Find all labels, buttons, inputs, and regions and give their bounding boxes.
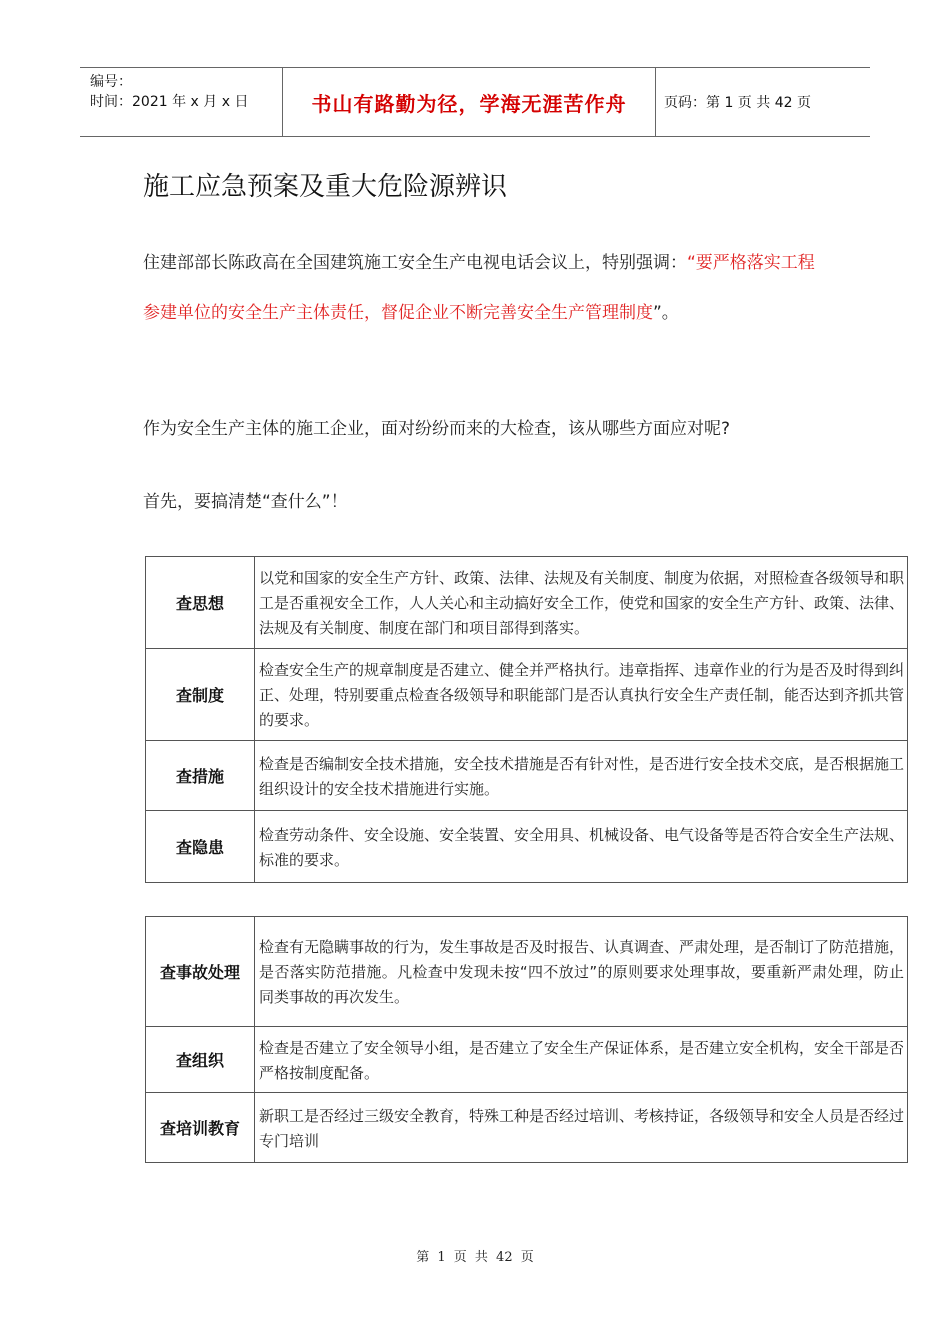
- inspection-table-1: [145, 556, 908, 883]
- page-footer: 第 1 页 共 42 页: [416, 1250, 534, 1265]
- page-title: 施工应急预案及重大危险源辨识: [143, 172, 508, 202]
- time-label: 时间：2021 年 x 月 x 日: [90, 94, 249, 110]
- header-divider: [282, 68, 283, 136]
- header-page-info: 页码：第 1 页 共 42 页: [664, 95, 811, 111]
- intro-text: 住建部部长陈政高在全国建筑施工安全生产电视电话会议上，特别强调：: [143, 253, 687, 273]
- row-label: 查制度: [146, 649, 255, 741]
- row-text: 检查劳动条件、安全设施、安全装置、安全用具、机械设备、电气设备等是否符合安全生产法规、标准的要求。: [255, 811, 908, 883]
- table-row: [146, 811, 908, 883]
- row-label: 查培训教育: [146, 1093, 255, 1163]
- table-row: [146, 1027, 908, 1093]
- row-text: 检查有无隐瞒事故的行为，发生事故是否及时报告、认真调查、严肃处理，是否制订了防范措施，是否落实防范措施。凡检查中发现未按“四不放过”的原则要求处理事故，要重新严肃处理，防止同类事故的再次发生。: [255, 917, 908, 1027]
- header-motto: 书山有路勤为径，学海无涯苦作舟: [311, 91, 627, 116]
- row-label: 查措施: [146, 741, 255, 811]
- intro-quote: “要严格落实工程参建单位的安全生产主体责任，督促企业不断完善安全生产管理制度: [143, 253, 815, 323]
- row-label: 查隐患: [146, 811, 255, 883]
- header-meta: [90, 72, 248, 112]
- row-label: 查组织: [146, 1027, 255, 1093]
- row-text: 检查是否编制安全技术措施，安全技术措施是否有针对性，是否进行安全技术交底，是否根据施工组织设计的安全技术措施进行实施。: [255, 741, 908, 811]
- first-step-paragraph: 首先，要搞清楚“查什么”！: [143, 492, 348, 512]
- header-divider: [655, 68, 656, 136]
- question-paragraph: 作为安全生产主体的施工企业，面对纷纷而来的大检查，该从哪些方面应对呢?: [143, 419, 731, 439]
- row-label: 查思想: [146, 557, 255, 649]
- number-label: 编号：: [90, 74, 132, 90]
- row-text: 新职工是否经过三级安全教育，特殊工种是否经过培训、考核持证，各级领导和安全人员是否经过专门培训: [255, 1093, 908, 1163]
- table-row: [146, 649, 908, 741]
- row-text: 检查是否建立了安全领导小组，是否建立了安全生产保证体系，是否建立安全机构，安全干部是否严格按制度配备。: [255, 1027, 908, 1093]
- table-row: [146, 741, 908, 811]
- inspection-table-2: [145, 916, 908, 1163]
- table-row: [146, 917, 908, 1027]
- intro-end: ”。: [653, 303, 679, 323]
- table-row: [146, 1093, 908, 1163]
- row-label: 查事故处理: [146, 917, 255, 1027]
- table-row: [146, 557, 908, 649]
- row-text: 以党和国家的安全生产方针、政策、法律、法规及有关制度、制度为依据，对照检查各级领导和职工是否重视安全工作，人人关心和主动搞好安全工作，使党和国家的安全生产方针、政策、法律、法规及有关制度、制度在部门和项目部得到落实。: [255, 557, 908, 649]
- intro-paragraph: [143, 238, 823, 338]
- row-text: 检查安全生产的规章制度是否建立、健全并严格执行。违章指挥、违章作业的行为是否及时得到纠正、处理，特别要重点检查各级领导和职能部门是否认真执行安全生产责任制，能否达到齐抓共管的要求。: [255, 649, 908, 741]
- document-header: [80, 67, 870, 137]
